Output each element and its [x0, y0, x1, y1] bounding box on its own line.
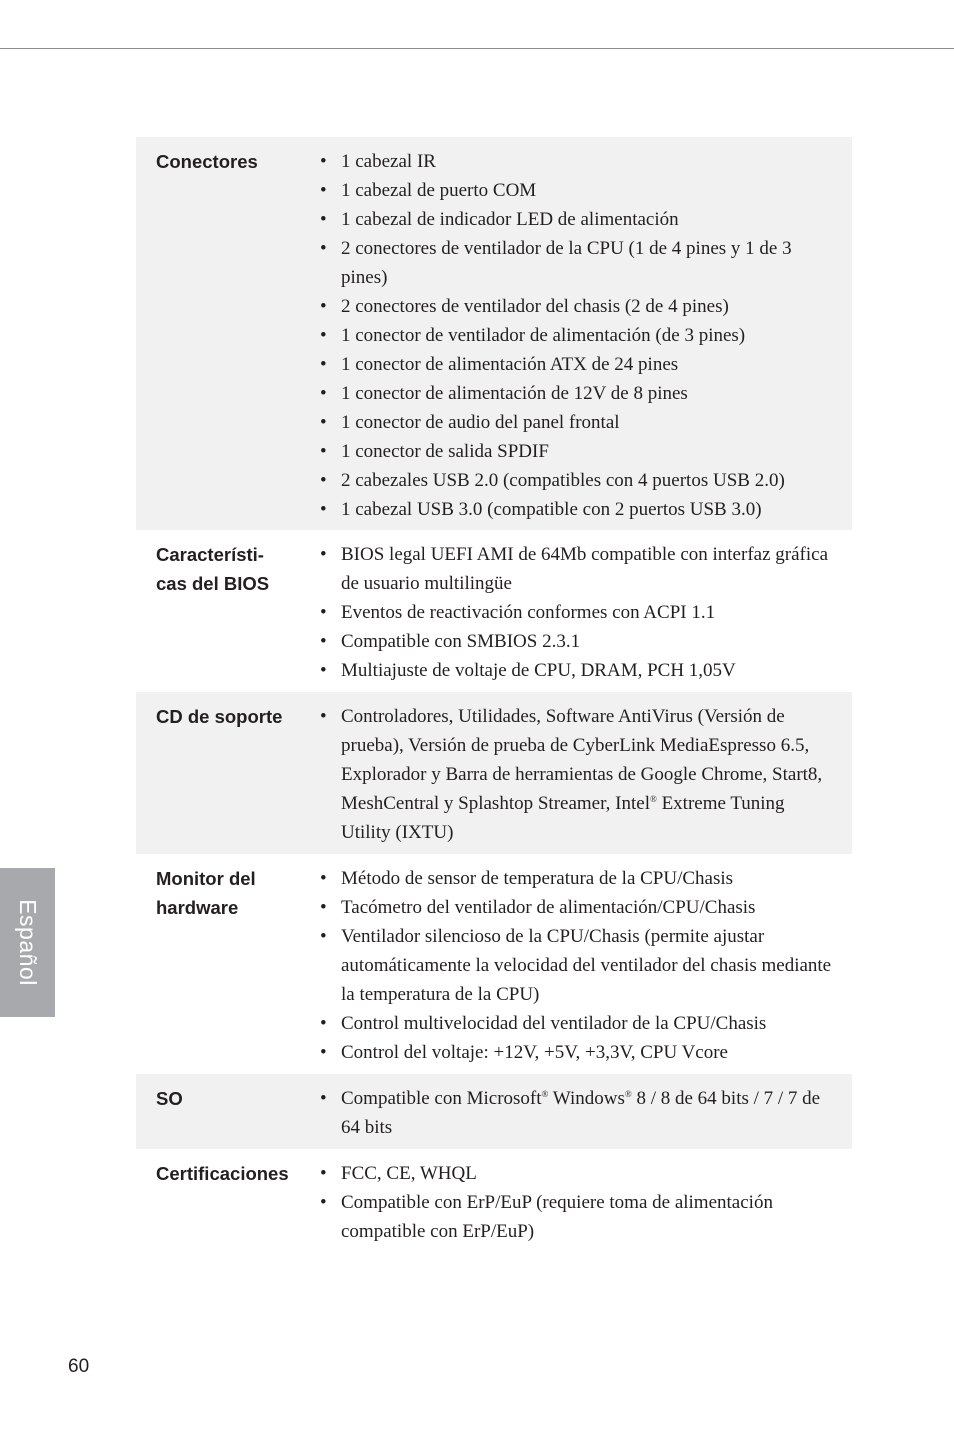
spec-row-cert — [136, 1149, 852, 1253]
list-item: • 2 conectores de ventilador del chasis (2 de 4 pines) — [298, 292, 852, 321]
spec-list-cert — [298, 1159, 852, 1253]
spec-list-so — [298, 1084, 852, 1149]
spec-list-conectores — [298, 147, 852, 530]
cd-item-text-2: Extreme Tuning Utility (IXTU) — [341, 793, 785, 843]
spec-label-monitor-line2: hardware — [156, 897, 239, 918]
page-number: 60 — [68, 1356, 90, 1377]
spec-row-monitor — [136, 854, 852, 1074]
list-item: • FCC, CE, WHQL — [298, 1159, 852, 1188]
list-item: • 2 conectores de ventilador de la CPU (1 de 4 pines y 1 de 3 pines) — [298, 234, 852, 292]
list-item: • 1 conector de ventilador de alimentación (de 3 pines) — [298, 321, 852, 350]
list-item: • Control del voltaje: +12V, +5V, +3,3V, CPU Vcore — [298, 1038, 852, 1067]
spec-list-bios — [298, 540, 852, 692]
list-item: • Método de sensor de temperatura de la CPU/Chasis — [298, 864, 852, 893]
so-item-text-2: Windows — [548, 1088, 625, 1109]
list-item: • Eventos de reactivación conformes con ACPI 1.1 — [298, 598, 852, 627]
list-item: • Compatible con SMBIOS 2.3.1 — [298, 627, 852, 656]
spec-label-so: SO — [156, 1088, 183, 1109]
spec-table — [136, 137, 852, 1253]
spec-label-bios-line2: cas del BIOS — [156, 573, 270, 594]
language-side-tab-label: Español — [15, 899, 41, 986]
list-item: • Multiajuste de voltaje de CPU, DRAM, PCH 1,05V — [298, 656, 852, 685]
list-item: • 1 conector de audio del panel frontal — [298, 408, 852, 437]
spec-list-monitor — [298, 864, 852, 1074]
list-item: • 1 conector de salida SPDIF — [298, 437, 852, 466]
list-item: • 1 cabezal de indicador LED de alimentación — [298, 205, 852, 234]
spec-label-conectores: Conectores — [156, 151, 258, 172]
header-rule — [0, 48, 954, 49]
list-item — [298, 702, 852, 847]
spec-row-cd — [136, 692, 852, 854]
list-item: • Ventilador silencioso de la CPU/Chasis (permite ajustar automáticamente la velocidad del ventilador del chasis mediante la temperatura de la CPU) — [298, 922, 852, 1009]
spec-label-bios-line1: Característi- — [156, 544, 264, 565]
cd-item-text-1: Controladores, Utilidades, Software AntiVirus (Versión de prueba), Versión de prueba de CyberLink MediaEspresso 6.5, Explorador y Barra de herramientas de Google Chrome, Start8, MeshCentral y Splashtop Streamer, Intel — [341, 706, 823, 814]
list-item: • 1 cabezal IR — [298, 147, 852, 176]
list-item: • BIOS legal UEFI AMI de 64Mb compatible con interfaz gráfica de usuario multilingüe — [298, 540, 852, 598]
spec-label-cert: Certificaciones — [156, 1163, 289, 1184]
language-side-tab — [0, 868, 55, 1017]
so-item-text-1: Compatible con Microsoft — [341, 1088, 542, 1109]
registered-mark: ® — [541, 1089, 549, 1099]
spec-row-bios — [136, 530, 852, 692]
spec-label-monitor-line1: Monitor del — [156, 868, 256, 889]
spec-label-bios — [136, 540, 298, 692]
registered-mark: ® — [649, 794, 657, 804]
spec-list-cd — [298, 702, 852, 854]
list-item: • 2 cabezales USB 2.0 (compatibles con 4 puertos USB 2.0) — [298, 466, 852, 495]
list-item: • 1 conector de alimentación de 12V de 8 pines — [298, 379, 852, 408]
spec-row-so — [136, 1074, 852, 1149]
list-item: • 1 cabezal USB 3.0 (compatible con 2 puertos USB 3.0) — [298, 495, 852, 524]
registered-mark: ® — [624, 1089, 632, 1099]
list-item — [298, 1084, 852, 1142]
list-item: • Tacómetro del ventilador de alimentación/CPU/Chasis — [298, 893, 852, 922]
so-item-text-3: 8 / 8 de 64 bits / 7 / 7 de 64 bits — [341, 1088, 821, 1138]
spec-label-monitor — [136, 864, 298, 1074]
list-item: • Compatible con ErP/EuP (requiere toma de alimentación compatible con ErP/EuP) — [298, 1188, 852, 1246]
list-item: • 1 cabezal de puerto COM — [298, 176, 852, 205]
spec-row-conectores — [136, 137, 852, 530]
list-item: • 1 conector de alimentación ATX de 24 pines — [298, 350, 852, 379]
list-item: • Control multivelocidad del ventilador de la CPU/Chasis — [298, 1009, 852, 1038]
spec-label-cd: CD de soporte — [156, 706, 283, 727]
